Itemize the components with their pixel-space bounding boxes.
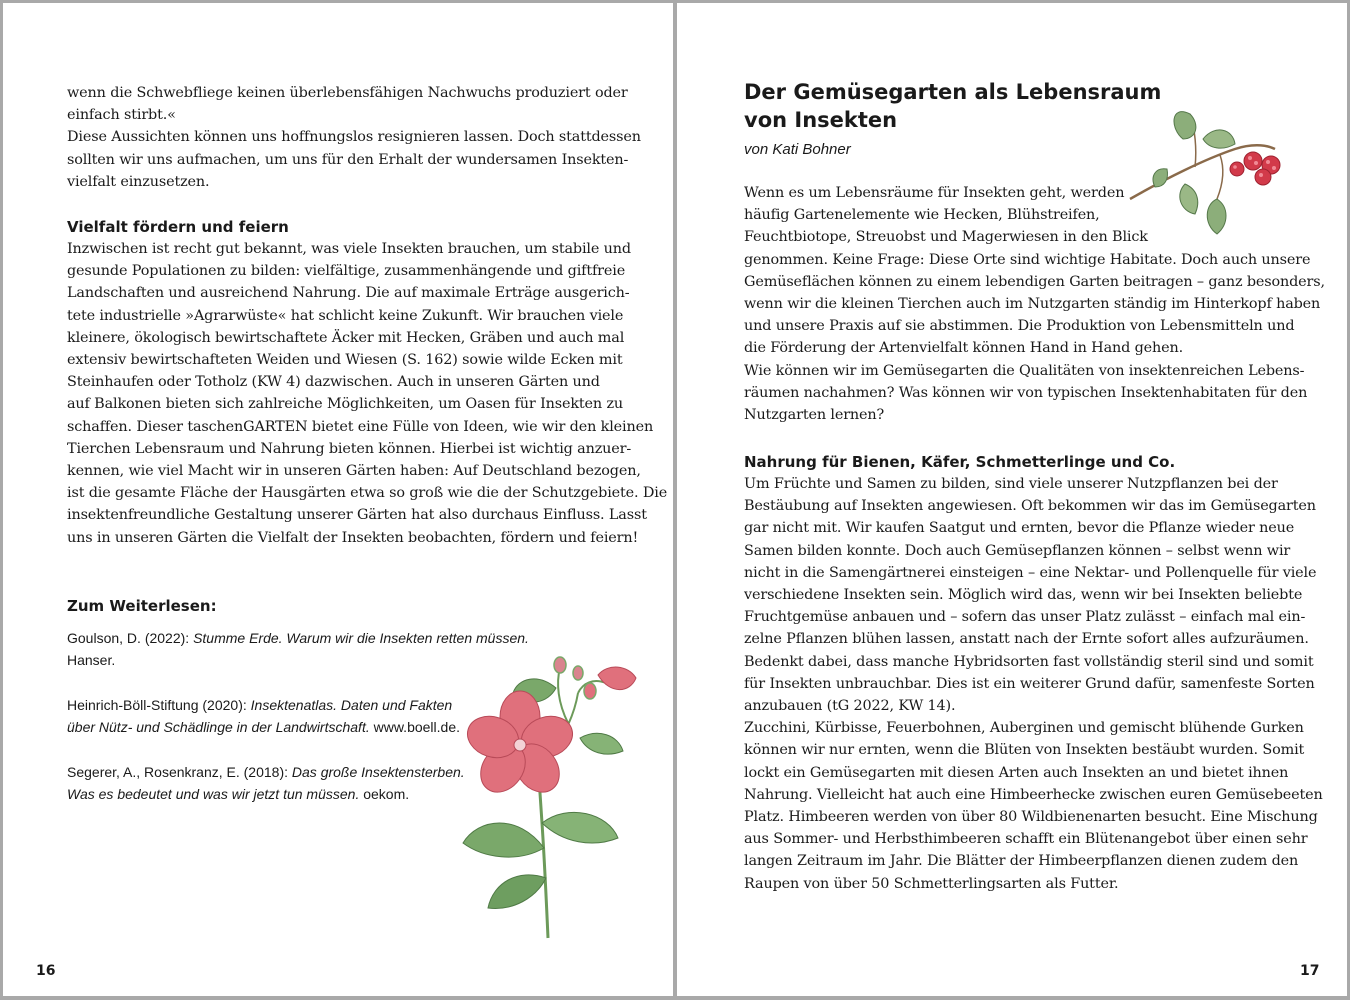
text-line: nicht in die Samengärtnerei einsteigen – eine Nektar- und Pollenquelle für viele [744,564,1317,581]
text-line: Wie können wir im Gemüsegarten die Qualitäten von insektenreichen Lebens- [744,362,1305,379]
further-reading-heading: Zum Weiterlesen: [67,597,217,615]
text-line: Nahrung. Vielleicht hat auch eine Himbeerhecke zwischen euren Gemüsebeeten [744,786,1323,803]
text-line: aus Sommer- und Herbsthimbeeren schafft ein Blütenangebot über einen sehr [744,831,1308,848]
reference-title: Insektenatlas. Daten und Fakten [250,697,453,713]
text-line: Platz. Himbeeren werden von über 80 Wildbienenarten besucht. Eine Mischung [744,809,1318,826]
right-intro-paragraph [744,182,1325,426]
text-line: Steinhaufen oder Totholz (KW 4) dazwischen. Auch in unseren Gärten und [67,374,600,391]
text-line: und unsere Praxis auf sie abstimmen. Die Produktion von Lebensmitteln und [744,318,1295,335]
text-line: anzubauen (tG 2022, KW 14). [744,698,956,715]
text-line: Samen bilden konnte. Doch auch Gemüsepflanzen können – selbst wenn wir [744,542,1291,559]
text-line: langen Zeitraum im Jahr. Die Blätter der Himbeerpflanzen dienen zudem den [744,853,1299,870]
text-line: Nutzgarten lernen? [744,407,885,424]
page-number-left: 16 [36,963,56,979]
text-line: Tierchen Lebensraum und Nahrung bieten können. Hierbei ist wichtig anzuer- [67,440,632,457]
article-byline: von Kati Bohner [744,141,851,158]
reference-item [67,761,465,805]
text-line: Raupen von über 50 Schmetterlingsarten als Futter. [744,875,1119,892]
text-line: für Insekten unbrauchbar. Dies ist ein weiterer Grund dafür, samenfeste Sorten [744,675,1315,692]
text-line: Inzwischen ist recht gut bekannt, was viele Insekten brauchen, um stabile und [67,241,631,257]
text-line: Fruchtgemüse anbauen und – sofern das unser Platz zulässt – einfach mal ein- [744,609,1306,626]
reference-publisher: www.boell.de. [369,719,461,735]
text-line: zelne Pflanzen blühen lassen, anstatt nach der Ernte sofort alles aufzuräumen. [744,631,1309,648]
left-section-paragraph [67,238,667,549]
left-intro-paragraph [67,82,641,193]
text-line: ist die gesamte Fläche der Hausgärten etwa so groß wie die der Schutzgebiete. Die [67,485,668,502]
page-number-right: 17 [1300,963,1320,979]
text-line: Zucchini, Kürbisse, Feuerbohnen, Auberginen und gemischt blühende Gurken [744,720,1304,737]
article-title-line: Der Gemüsegarten als Lebensraum [744,80,1162,104]
text-line: insektenfreundliche Gestaltung unserer Gärten hat also durchaus Einfluss. Lasst [67,507,647,524]
text-line: gesunde Populationen zu bilden: vielfältige, zusammenhängende und giftfreie [67,263,626,280]
text-line: räumen nachahmen? Was können wir von typischen Insektenhabitaten für den [744,384,1308,401]
mallow-flower-illustration [458,653,648,943]
reference-author: Segerer, A., Rosenkranz, E. (2018): [67,764,292,780]
right-page [677,3,1347,996]
text-line: kennen, wie viel Macht wir in unseren Gärten haben: Auf Deutschland bezogen, [67,463,641,480]
text-line: auf Balkonen bieten sich zahlreiche Möglichkeiten, um Oasen für Insekten zu [67,396,624,413]
text-line: Wenn es um Lebensräume für Insekten geht, werden [744,185,1125,201]
text-line: extensiv bewirtschafteten Weiden und Wiesen (S. 162) sowie wilde Ecken mit [67,352,623,369]
text-line: vielfalt einzusetzen. [67,173,210,190]
text-line: die Förderung der Artenvielfalt können Hand in Hand gehen. [744,340,1184,357]
reference-title: Das große Insektensterben. [291,764,465,780]
left-page [3,3,673,996]
article-title [744,78,1161,134]
text-line: häufig Gartenelemente wie Hecken, Blühstreifen, [744,207,1100,224]
text-line: Diese Aussichten können uns hoffnungslos resignieren lassen. Doch stattdessen [67,129,641,146]
text-line: tete industrielle »Agrarwüste« hat schlicht keine Zukunft. Wir brauchen viele [67,307,624,324]
text-line: lockt ein Gemüsegarten mit diesen Arten auch Insekten an und bietet ihnen [744,764,1289,781]
reference-author: Goulson, D. (2022): [67,630,194,646]
section-heading-vielfalt: Vielfalt fördern und feiern [67,218,289,236]
text-line: genommen. Keine Frage: Diese Orte sind wichtige Habitate. Doch auch unsere [744,251,1311,268]
text-line: schaffen. Dieser taschenGARTEN bietet eine Fülle von Ideen, wie wir den kleinen [67,418,654,435]
text-line: verschiedene Insekten sein. Möglich wird das, wenn wir bei Insekten beliebte [744,587,1303,604]
section-heading-nahrung: Nahrung für Bienen, Käfer, Schmetterlinge und Co. [744,453,1176,471]
text-line: einfach stirbt.« [67,107,176,124]
text-line: sollten wir uns aufmachen, um uns für den Erhalt der wundersamen Insekten- [67,151,629,168]
text-line: Bestäubung auf Insekten angewiesen. Oft bekommen wir das im Gemüsegarten [744,498,1316,515]
reference-title: Stumme Erde. Warum wir die Insekten retten müssen. [193,630,529,646]
text-line: Bedenkt dabei, dass manche Hybridsorten fast vollständig steril sind und somit [744,653,1314,670]
reference-title: Was es bedeutet und was wir jetzt tun müssen. [67,786,360,802]
text-line: kleinere, ökologisch bewirtschaftete Äcker mit Hecken, Gräben und auch mal [67,329,625,346]
article-title-line: von Insekten [744,108,898,132]
reference-publisher: oekom. [359,786,410,802]
text-line: Landschaften und ausreichend Nahrung. Die auf maximale Erträge ausgerich- [67,285,630,302]
reference-title: über Nütz- und Schädlinge in der Landwirtschaft. [67,719,370,735]
reference-item [67,694,460,738]
reference-author: Heinrich-Böll-Stiftung (2020): [67,697,251,713]
text-line: können wir nur ernten, wenn die Blüten von Insekten bestäubt wurden. Somit [744,742,1305,759]
text-line: uns in unseren Gärten die Vielfalt der Insekten beobachten, fördern und feiern! [67,529,639,546]
text-line: Um Früchte und Samen zu bilden, sind viele unserer Nutzpflanzen bei der [744,476,1278,492]
text-line: wenn wir die kleinen Tierchen auch im Nutzgarten ständig im Hinterkopf haben [744,296,1321,313]
text-line: gar nicht mit. Wir kaufen Saatgut und ernten, bevor die Pflanze wieder neue [744,520,1295,537]
reference-publisher: Hanser. [67,652,116,668]
text-line: Gemüseflächen können zu einem lebendigen Garten beitragen – ganz besonders, [744,273,1325,290]
text-line: Feuchtbiotope, Streuobst und Magerwiesen in den Blick [744,229,1148,246]
right-section-paragraph [744,473,1323,895]
text-line: wenn die Schwebfliege keinen überlebensfähigen Nachwuchs produziert oder [67,85,628,101]
